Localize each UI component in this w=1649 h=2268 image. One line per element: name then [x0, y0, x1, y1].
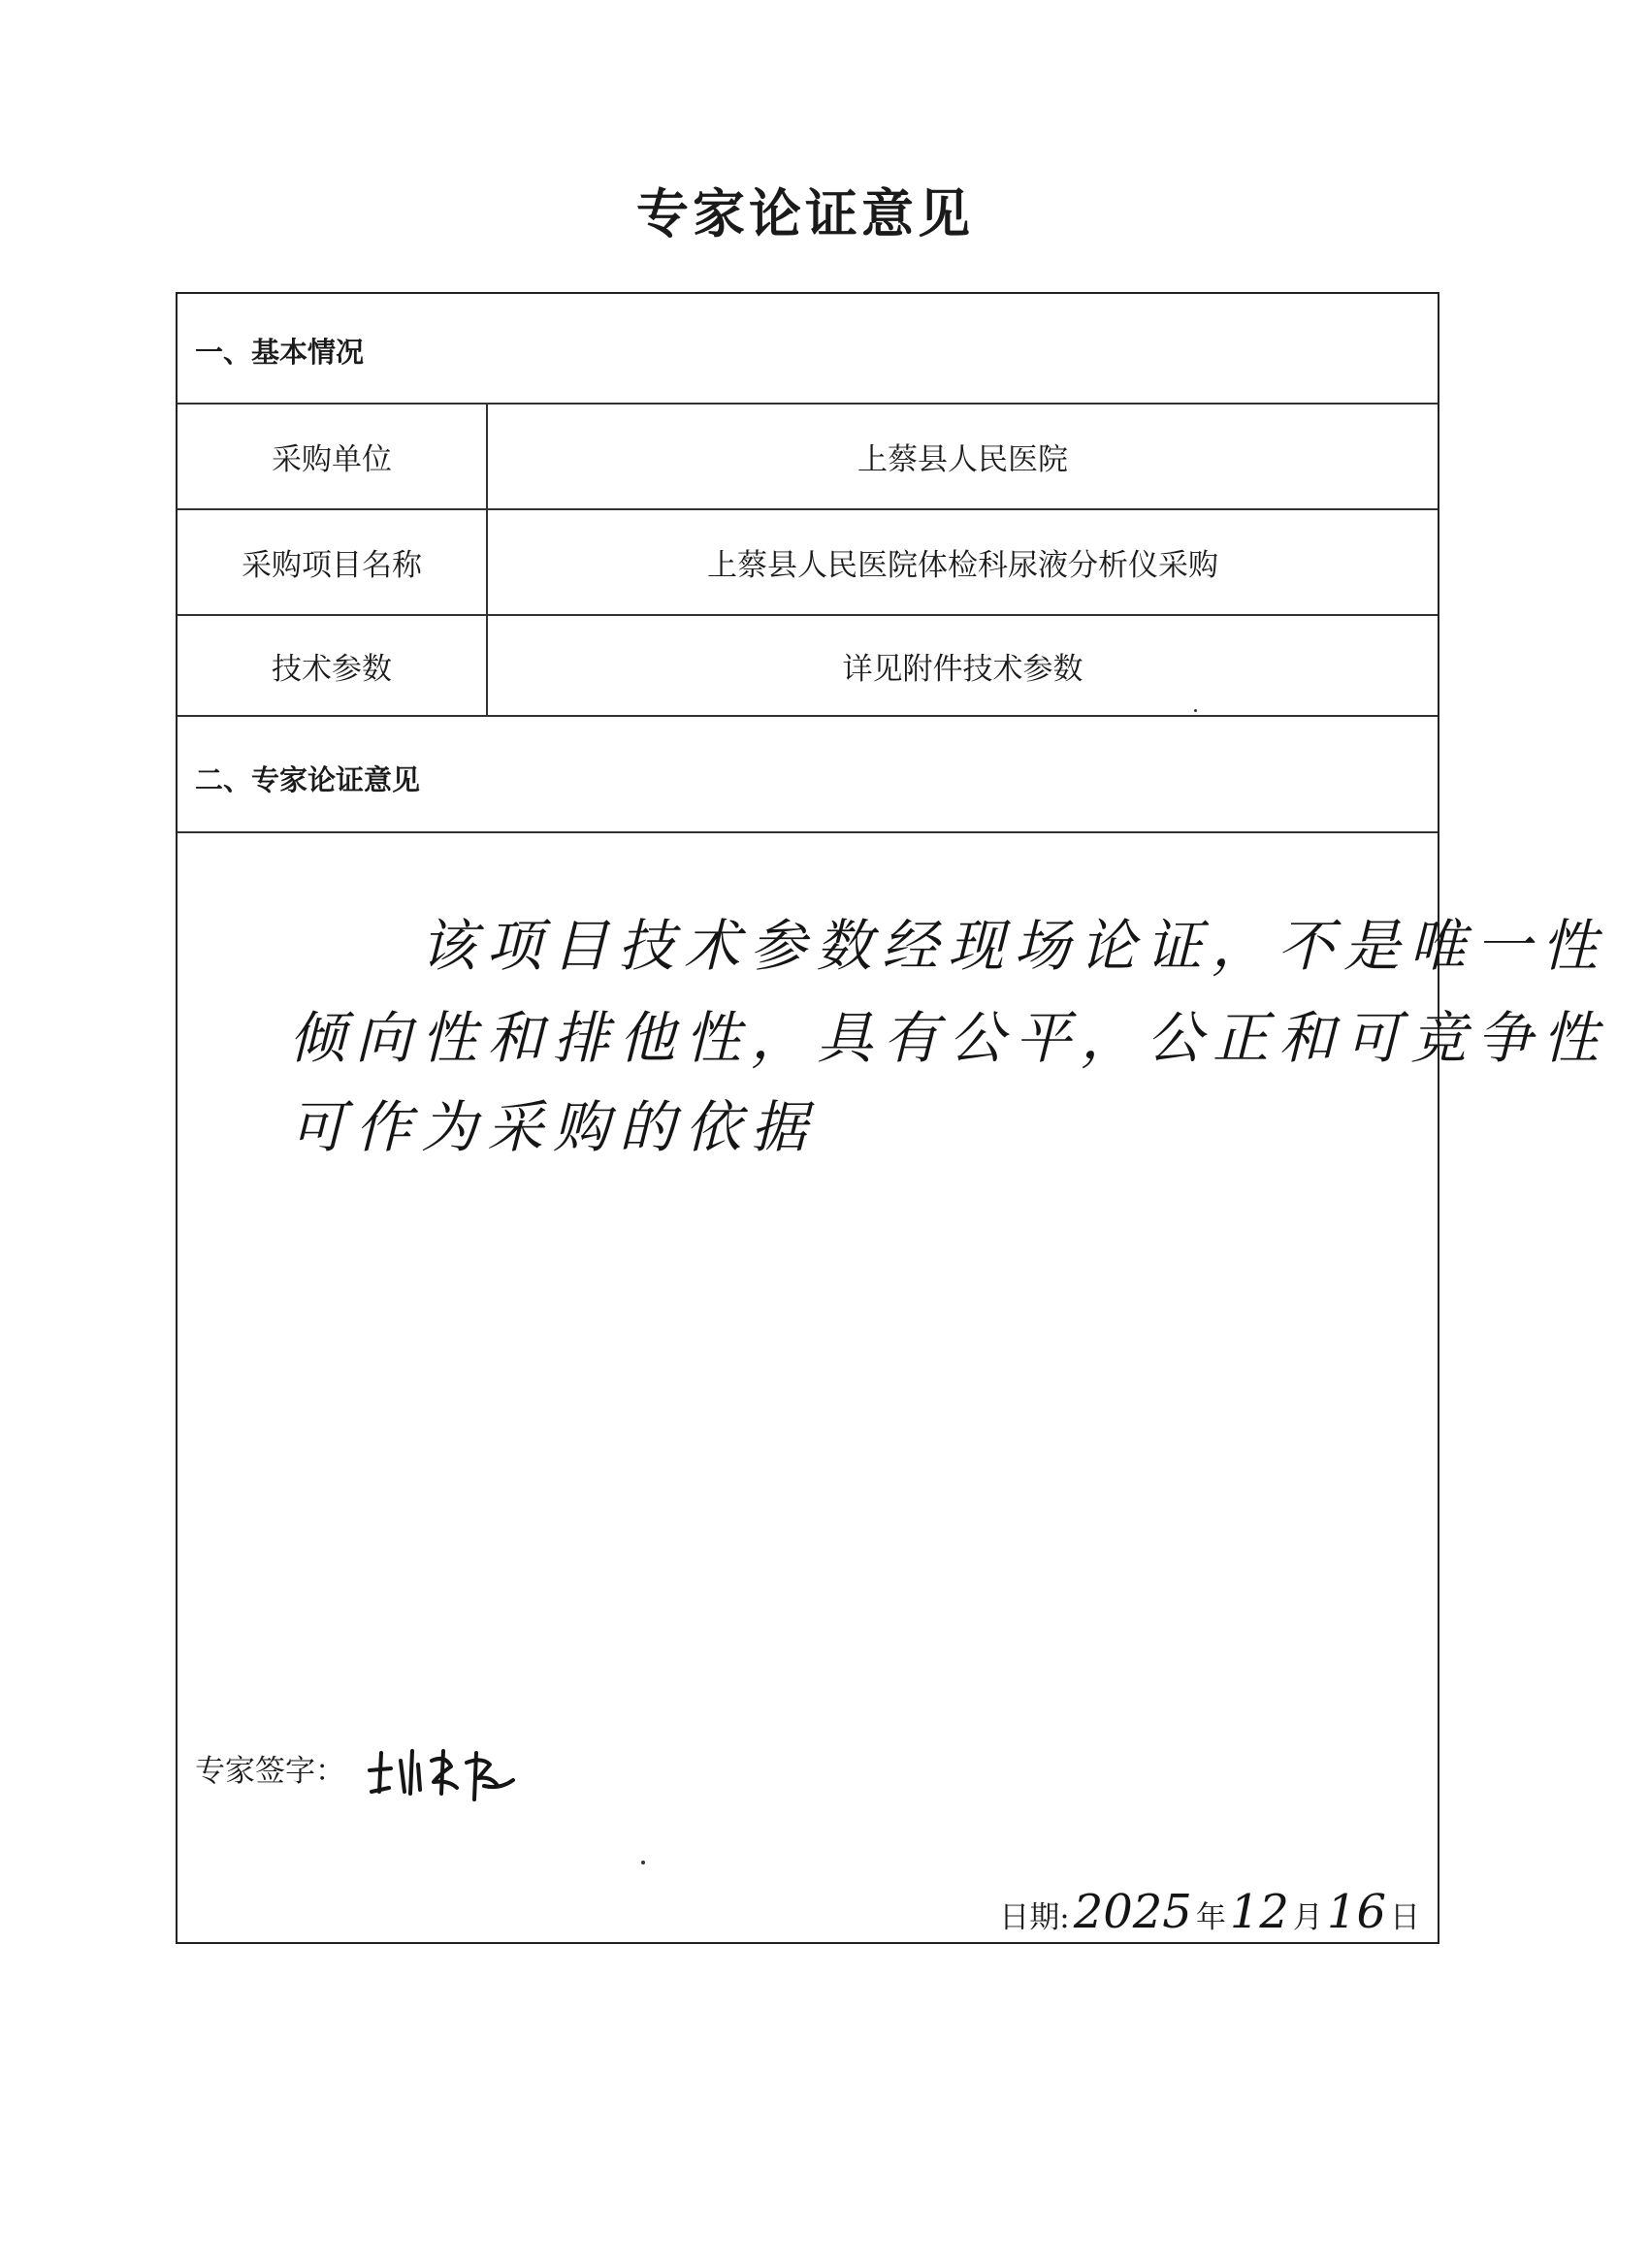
- signature-label: 专家签字：: [195, 1754, 345, 1789]
- section-expert-opinion-heading: 二、专家论证意见: [195, 763, 421, 796]
- technical-params-value: 详见附件技术参数: [842, 651, 1083, 687]
- purchasing-unit-value: 上蔡县人民医院: [857, 442, 1068, 477]
- opinion-form-table: [176, 292, 1609, 1944]
- scan-speck: [641, 1861, 645, 1864]
- opinion-line-1: 该项目技术参数经现场论证，不是唯一性: [420, 913, 1608, 979]
- document-title: 专家论证意见: [636, 183, 974, 244]
- project-name-label: 采购项目名称: [178, 510, 488, 614]
- purchasing-unit-label: 采购单位: [178, 405, 488, 508]
- technical-params-row: [178, 616, 1438, 717]
- purchasing-unit-row: [178, 405, 1438, 510]
- date-day: 16: [1326, 1885, 1386, 1939]
- section-basic-info-heading: 一、基本情况: [195, 336, 365, 369]
- section-expert-opinion-row: [178, 717, 1438, 833]
- project-name-value: 上蔡县人民医院体检科尿液分析仪采购: [707, 548, 1218, 583]
- signing-date: [999, 1885, 1420, 1939]
- date-month-unit: 月: [1292, 1900, 1323, 1935]
- technical-params-label: 技术参数: [178, 616, 488, 715]
- scan-speck: [1194, 709, 1197, 712]
- date-day-unit: 日: [1390, 1900, 1420, 1935]
- date-year: 2025: [1073, 1885, 1192, 1939]
- expert-signature-image: [362, 1732, 556, 1809]
- date-month: 12: [1229, 1885, 1289, 1939]
- opinion-line-2: 倾向性和排他性，具有公平，公正和可竞争性: [289, 1005, 1609, 1071]
- opinion-line-3: 可作为采购的依据: [289, 1094, 818, 1160]
- date-year-unit: 年: [1195, 1900, 1226, 1935]
- project-name-row: [178, 510, 1438, 616]
- section-basic-info-row: [178, 294, 1438, 405]
- date-label: 日期:: [999, 1900, 1070, 1935]
